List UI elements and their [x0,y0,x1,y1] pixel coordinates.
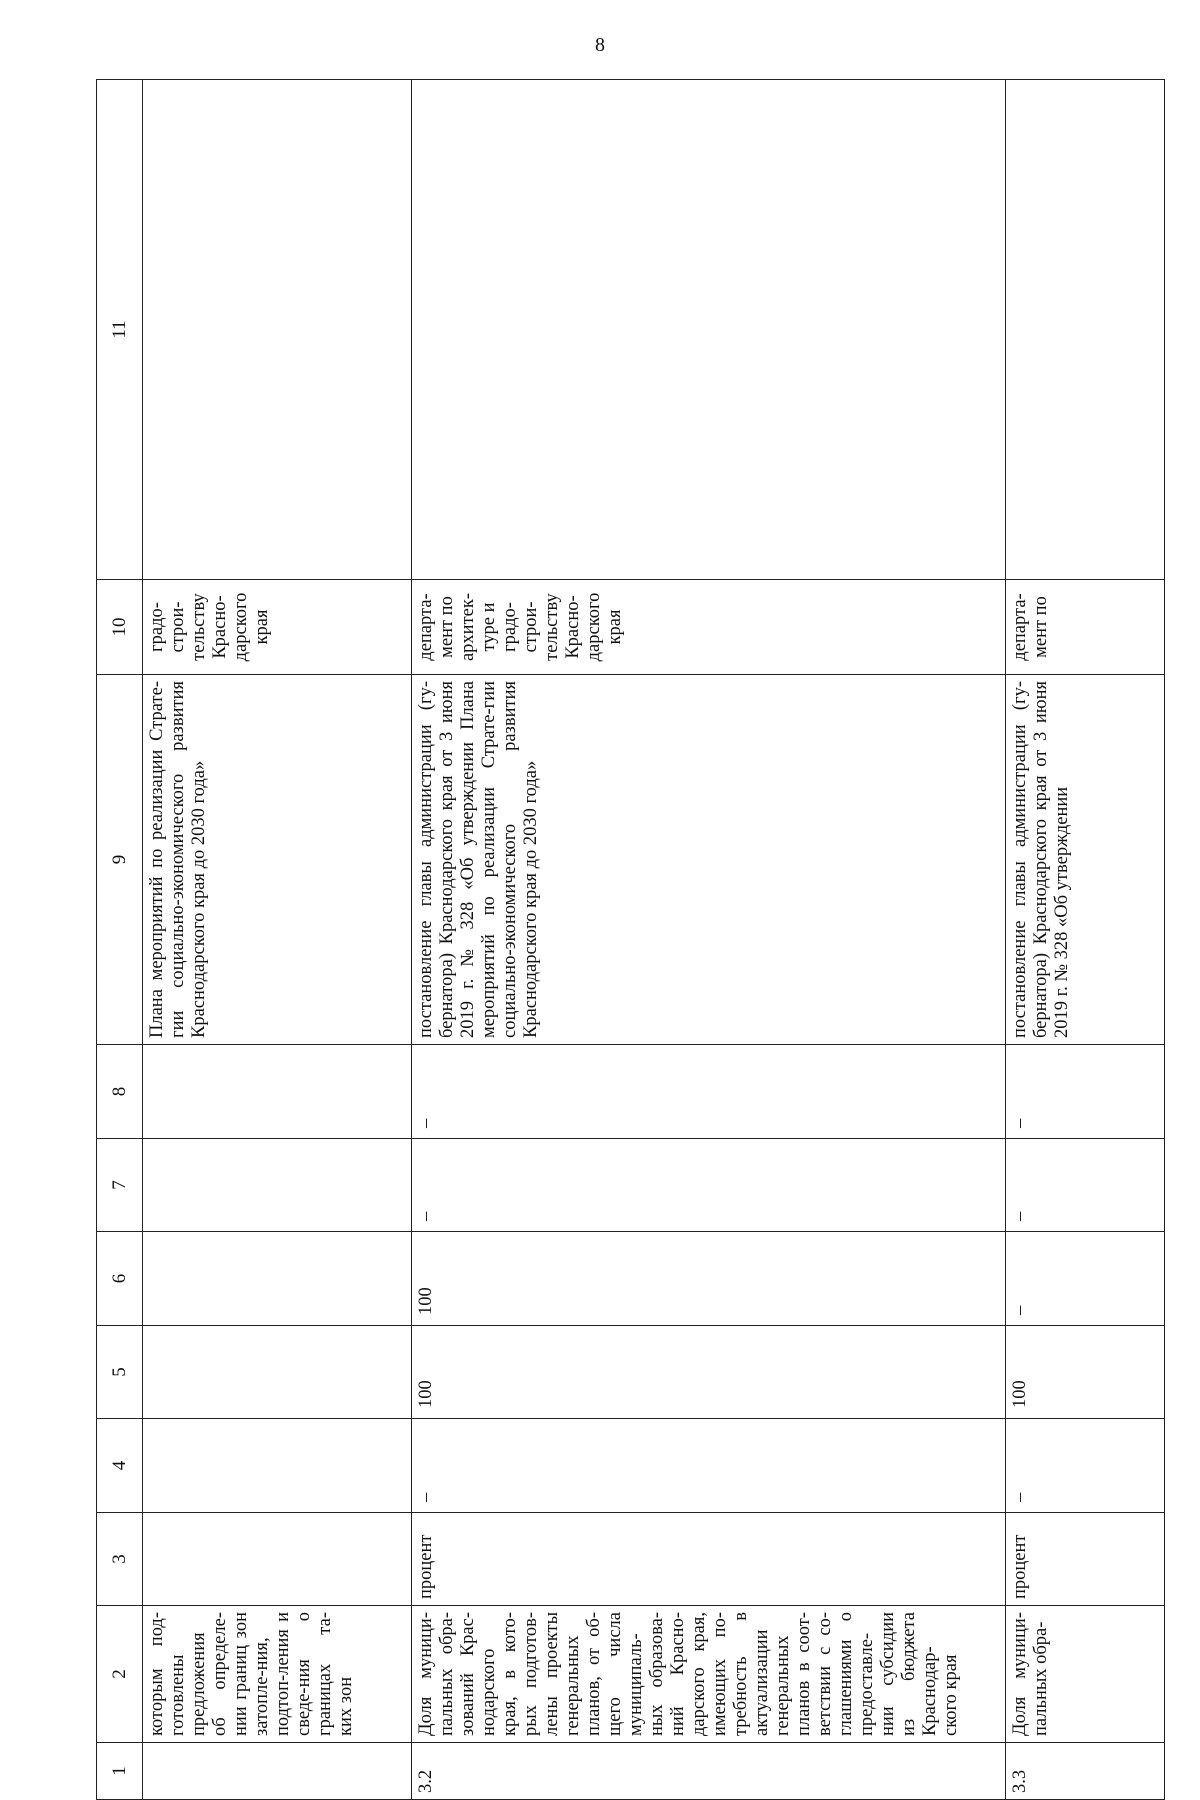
row-number-cell: 3.3 [1006,1743,1165,1800]
header-cell: 10 [97,580,143,675]
landscape-table-wrapper [96,80,1141,1800]
value-cell [143,1139,412,1232]
responsible-body-cell: департа-мент по архитек-туре и градо-строи-тельству Красно-дарского края [412,580,1006,675]
notes-cell [143,80,412,580]
indicator-name-cell: которым под-готовлены предложения об определе-нии границ зон затопле-ния, подтоп-ления и сведе-ния о границах та-ких зон [143,1606,412,1743]
indicator-name-cell: Доля муници-пальных обра-зований Крас-нодарского края, в кото-рых подготов-лены проекты генеральных планов, от об-щего числа муниципаль-ных образова-ний Красно-дарского края, имеющих по-требность в актуализации генеральных планов в соот-ветствии с со-глашениями о предоставле-нии субсидии из бюджета Краснодар-ского края [412,1606,1006,1743]
table-header-row [97,80,143,1800]
value-cell [143,1326,412,1419]
table-row [1006,80,1165,1800]
header-cell: 2 [97,1606,143,1743]
basis-document-cell: постановление главы администрации (гу-бернатора) Краснодарского края от 3 июня 2019 г. № 328 «Об утверждении Плана мероприятий по реализации Страте-гии социально-экономического развития Краснодарского края до 2030 года» [412,675,1006,1045]
unit-cell: процент [1006,1513,1165,1606]
value-cell [143,1045,412,1139]
indicators-table [96,79,1165,1800]
header-cell: 1 [97,1743,143,1800]
row-number-cell: 3.2 [412,1743,1006,1800]
rotated-table-frame [96,80,1141,1800]
header-cell: 7 [97,1139,143,1232]
page-number: 8 [595,34,605,56]
indicator-name-cell: Доля муници-пальных обра- [1006,1606,1165,1743]
value-cell: – [412,1419,1006,1513]
header-cell: 5 [97,1326,143,1419]
header-cell: 9 [97,675,143,1045]
value-cell: 100 [412,1232,1006,1326]
basis-document-cell: Плана мероприятий по реализации Страте-гии социально-экономического развития Краснодарского края до 2030 года» [143,675,412,1045]
unit-cell: процент [412,1513,1006,1606]
header-cell: 4 [97,1419,143,1513]
value-cell: – [412,1045,1006,1139]
value-cell: 100 [412,1326,1006,1419]
basis-document-cell: постановление главы администрации (гу-бернатора) Краснодарского края от 3 июня 2019 г. № 328 «Об утверждении [1006,675,1165,1045]
value-cell: – [1006,1232,1165,1326]
header-cell: 3 [97,1513,143,1606]
responsible-body-cell: департа-мент по [1006,580,1165,675]
header-cell: 8 [97,1045,143,1139]
responsible-body-cell: градо-строи-тельству Красно-дарского края [143,580,412,675]
value-cell: – [412,1139,1006,1232]
header-cell: 6 [97,1232,143,1326]
value-cell: – [1006,1139,1165,1232]
value-cell [143,1232,412,1326]
notes-cell [1006,80,1165,580]
notes-cell [412,80,1006,580]
unit-cell [143,1513,412,1606]
value-cell: 100 [1006,1326,1165,1419]
table-row [412,80,1006,1800]
value-cell [143,1419,412,1513]
table-row [143,80,412,1800]
row-number-cell [143,1743,412,1800]
header-cell: 11 [97,80,143,580]
value-cell: – [1006,1419,1165,1513]
value-cell: – [1006,1045,1165,1139]
